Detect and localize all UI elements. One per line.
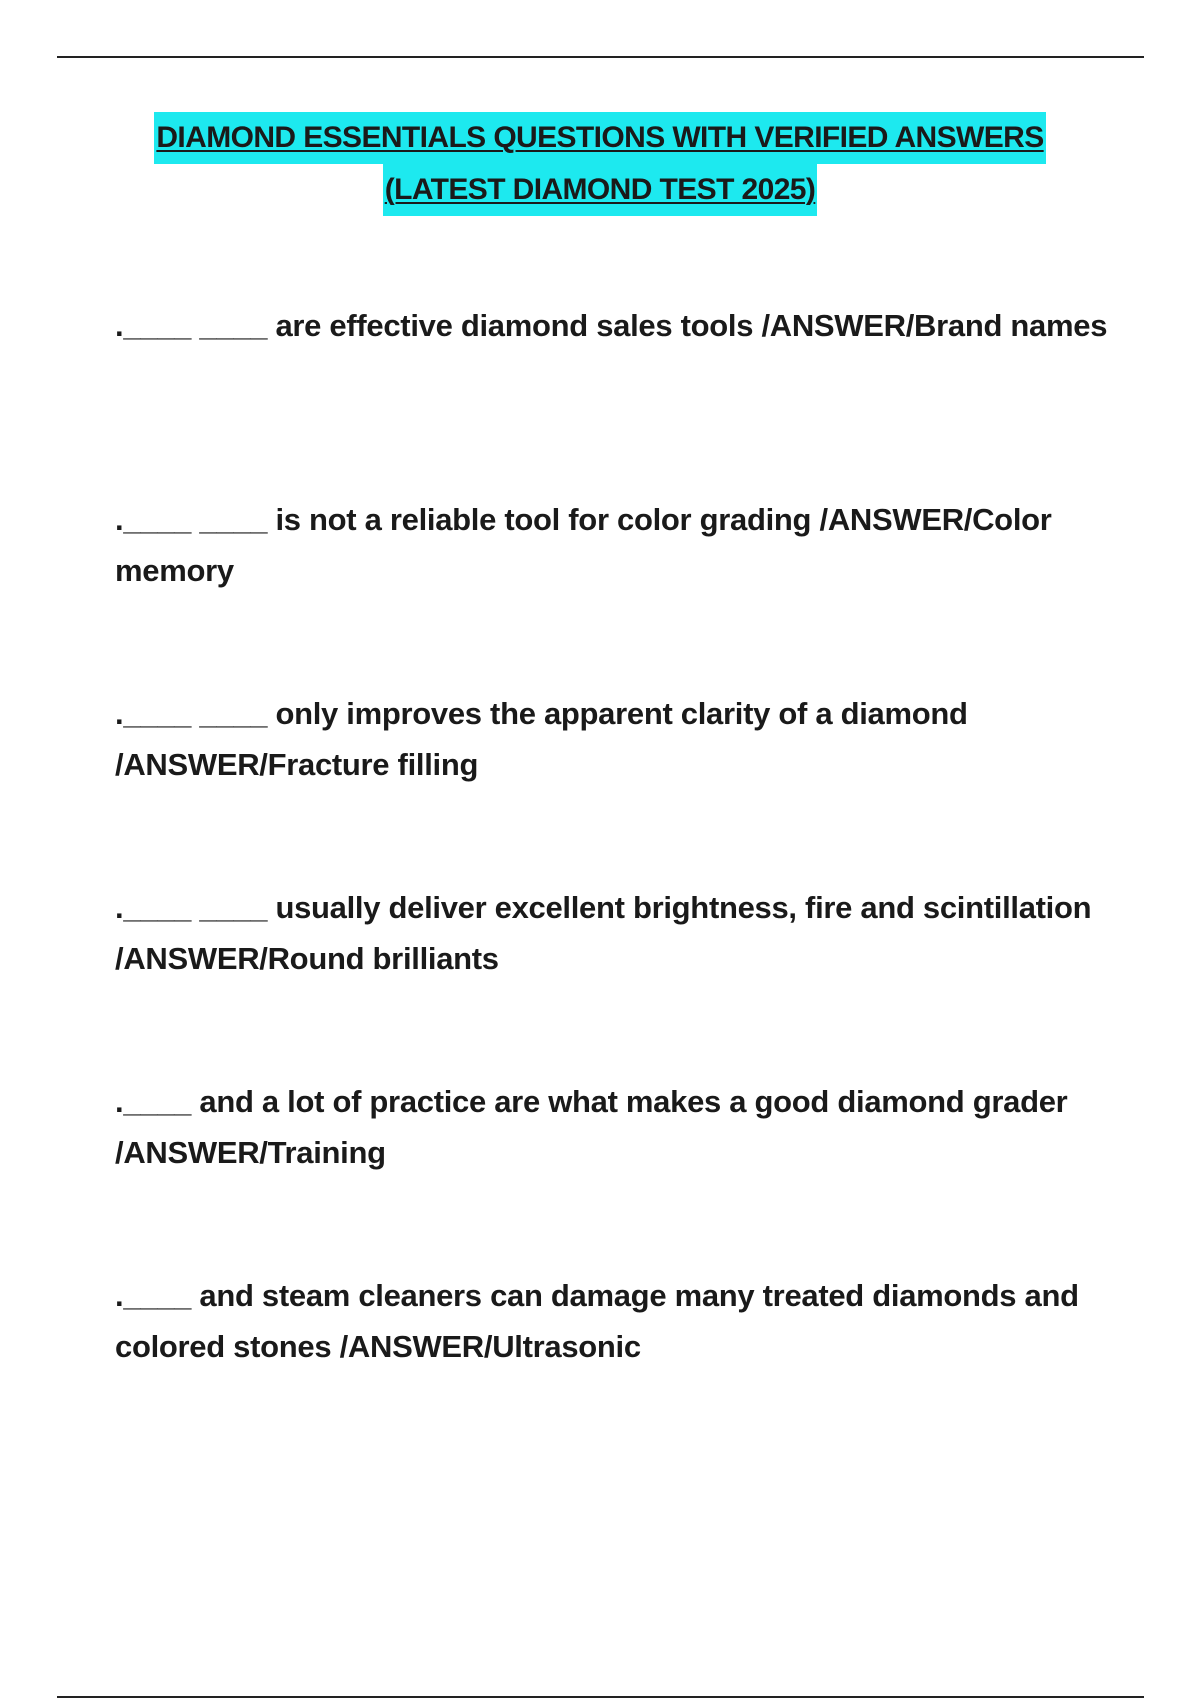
question-item-4: .____ ____ usually deliver excellent brightness, fire and scintillation /ANSWER/Round brilliants xyxy=(115,890,1092,976)
question-item-3: .____ ____ only improves the apparent clarity of a diamond /ANSWER/Fracture filling xyxy=(115,696,968,782)
title-line-1: DIAMOND ESSENTIALS QUESTIONS WITH VERIFIED ANSWERS xyxy=(154,112,1045,164)
document-title xyxy=(0,112,1200,216)
question-item-2: .____ ____ is not a reliable tool for color grading /ANSWER/Color memory xyxy=(115,502,1052,588)
footer-rule xyxy=(57,1696,1144,1698)
title-line-2: (LATEST DIAMOND TEST 2025) xyxy=(383,164,818,216)
header-rule xyxy=(57,56,1144,58)
question-item-1: .____ ____ are effective diamond sales tools /ANSWER/Brand names xyxy=(115,308,1108,343)
question-item-5: .____ and a lot of practice are what makes a good diamond grader /ANSWER/Training xyxy=(115,1084,1068,1170)
question-item-6: .____ and steam cleaners can damage many treated diamonds and colored stones /ANSWER/Ultrasonic xyxy=(115,1278,1079,1364)
